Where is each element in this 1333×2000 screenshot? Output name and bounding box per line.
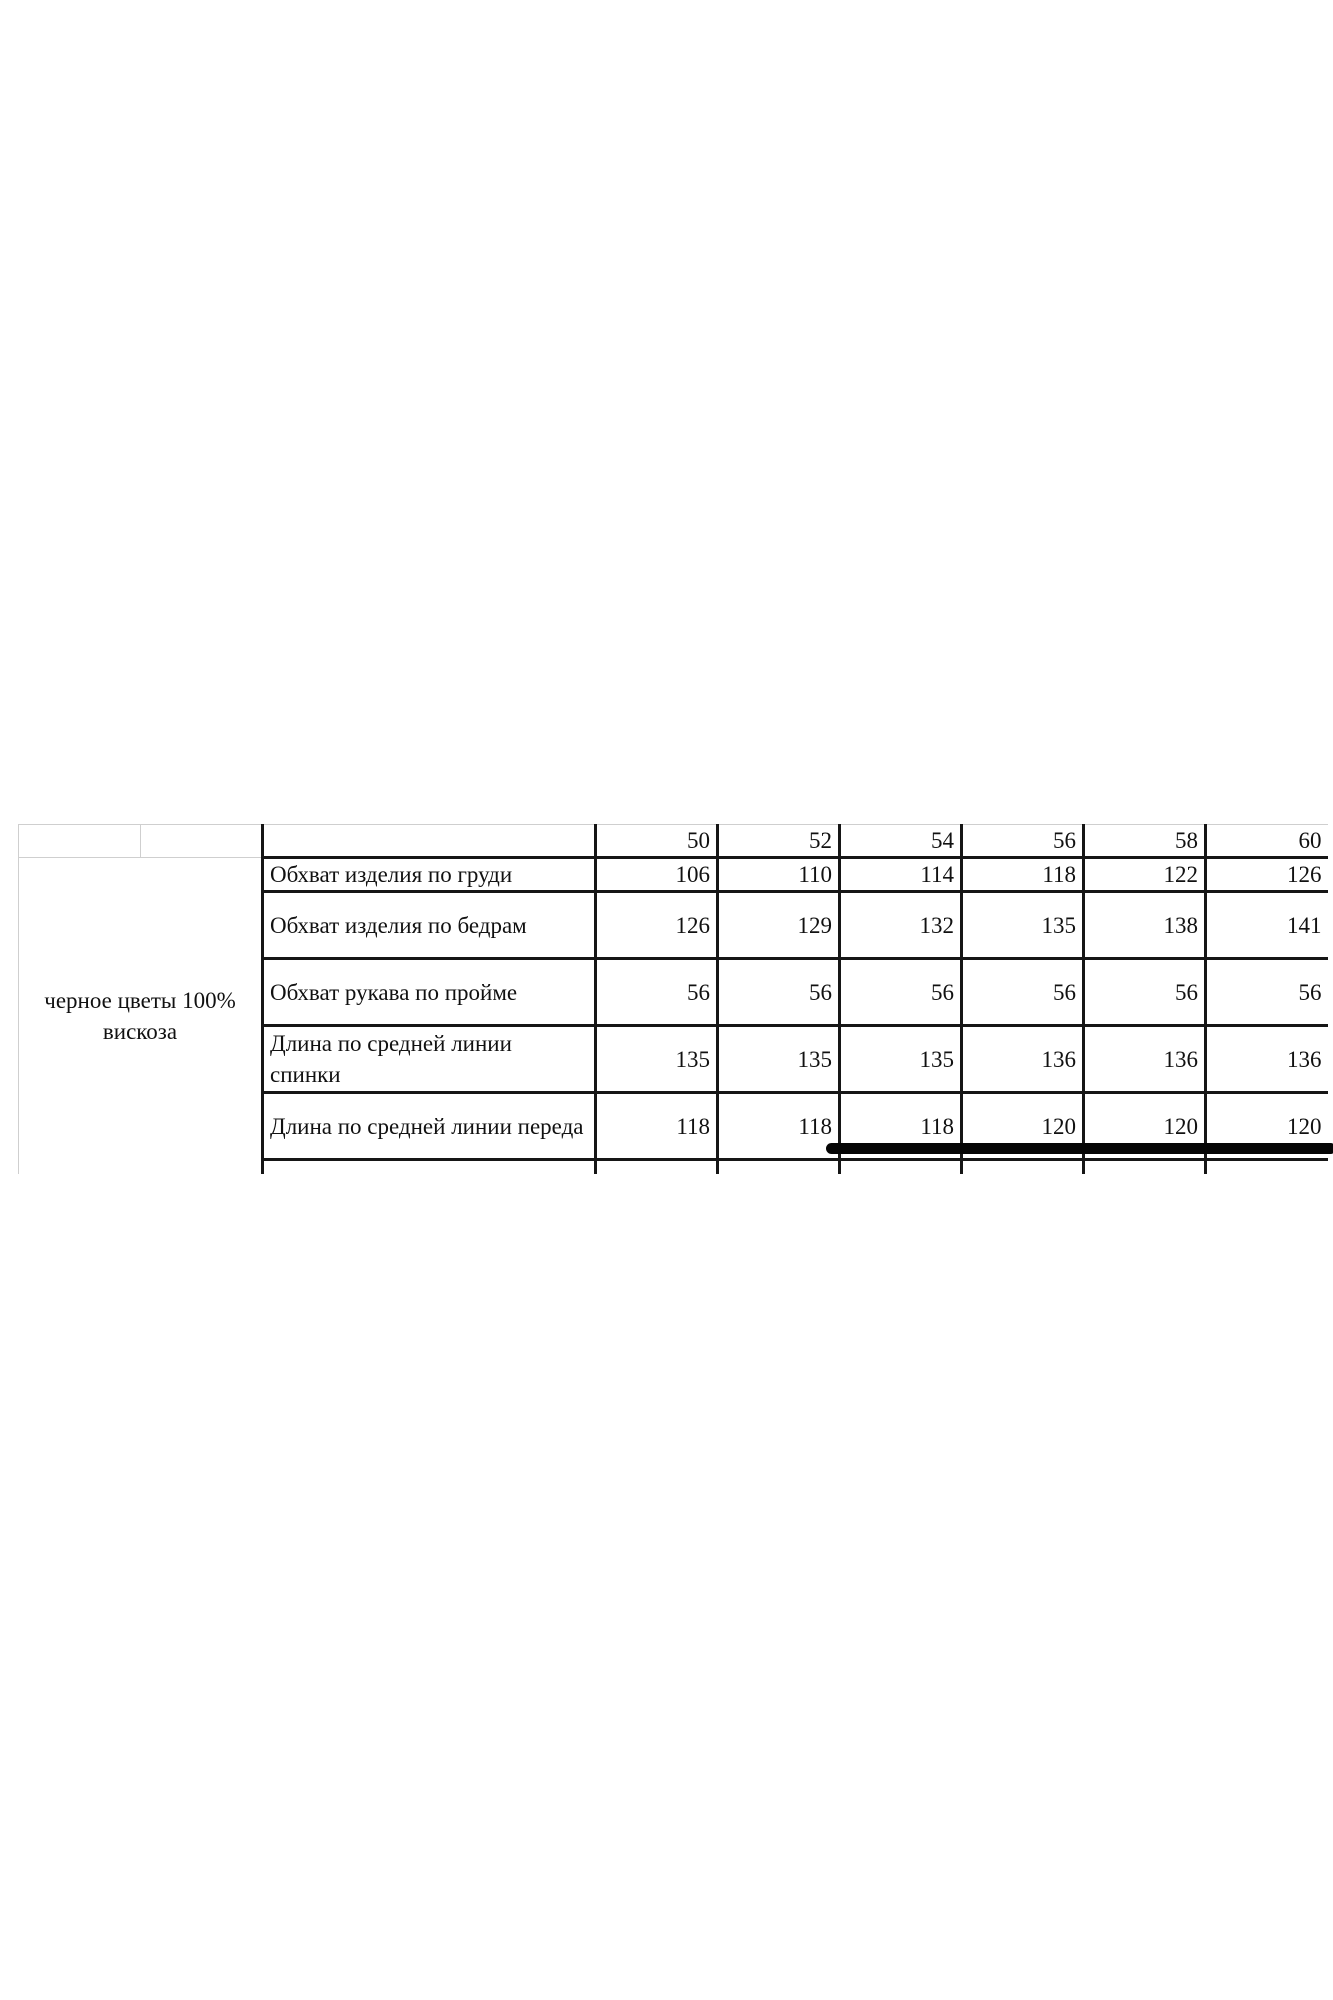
cut-off-cell <box>718 1160 840 1174</box>
row-label: Обхват изделия по бедрам <box>263 892 596 959</box>
table-row <box>19 858 1328 892</box>
row-value: 122 <box>1084 858 1206 892</box>
row-value: 56 <box>1206 959 1328 1026</box>
size-52: 52 <box>718 825 840 858</box>
row-value: 120 <box>1084 1093 1206 1160</box>
row-value: 56 <box>718 959 840 1026</box>
row-value: 120 <box>962 1093 1084 1160</box>
material-label: черное цветы 100% вискоза <box>44 987 236 1044</box>
row-value: 56 <box>596 959 718 1026</box>
row-value: 120 <box>1206 1093 1328 1160</box>
row-value: 56 <box>1084 959 1206 1026</box>
black-marker-stroke <box>826 1143 1333 1154</box>
cut-off-cell <box>1206 1160 1328 1174</box>
row-value: 135 <box>596 1026 718 1093</box>
row-label: Длина по средней линии переда <box>263 1093 596 1160</box>
size-58: 58 <box>1084 825 1206 858</box>
empty-label-cell <box>263 825 596 858</box>
row-value: 135 <box>840 1026 962 1093</box>
cut-off-cell <box>840 1160 962 1174</box>
row-value: 56 <box>962 959 1084 1026</box>
row-value: 114 <box>840 858 962 892</box>
cut-off-cell <box>1084 1160 1206 1174</box>
row-value: 132 <box>840 892 962 959</box>
row-value: 118 <box>962 858 1084 892</box>
row-label: Длина по средней линии спинки <box>263 1026 596 1093</box>
row-label: Обхват изделия по груди <box>263 858 596 892</box>
row-value: 141 <box>1206 892 1328 959</box>
size-50: 50 <box>596 825 718 858</box>
row-value: 118 <box>596 1093 718 1160</box>
row-value: 136 <box>962 1026 1084 1093</box>
row-value: 110 <box>718 858 840 892</box>
size-60: 60 <box>1206 825 1328 858</box>
row-value: 136 <box>1084 1026 1206 1093</box>
empty-cell <box>141 825 263 858</box>
empty-cell <box>19 825 141 858</box>
row-value: 118 <box>840 1093 962 1160</box>
row-value: 106 <box>596 858 718 892</box>
row-value: 118 <box>718 1093 840 1160</box>
material-cell <box>19 858 263 1174</box>
cut-off-cell <box>962 1160 1084 1174</box>
cropped-spreadsheet <box>0 822 1333 1176</box>
cut-off-cell <box>596 1160 718 1174</box>
row-value: 56 <box>840 959 962 1026</box>
row-value: 126 <box>596 892 718 959</box>
row-value: 136 <box>1206 1026 1328 1093</box>
row-value: 126 <box>1206 858 1328 892</box>
size-54: 54 <box>840 825 962 858</box>
cut-off-cell <box>263 1160 596 1174</box>
row-value: 129 <box>718 892 840 959</box>
size-chart-table <box>18 824 1328 1174</box>
row-label: Обхват рукава по пройме <box>263 959 596 1026</box>
row-value: 135 <box>962 892 1084 959</box>
size-56: 56 <box>962 825 1084 858</box>
row-value: 135 <box>718 1026 840 1093</box>
size-header-row <box>19 825 1328 858</box>
row-value: 138 <box>1084 892 1206 959</box>
